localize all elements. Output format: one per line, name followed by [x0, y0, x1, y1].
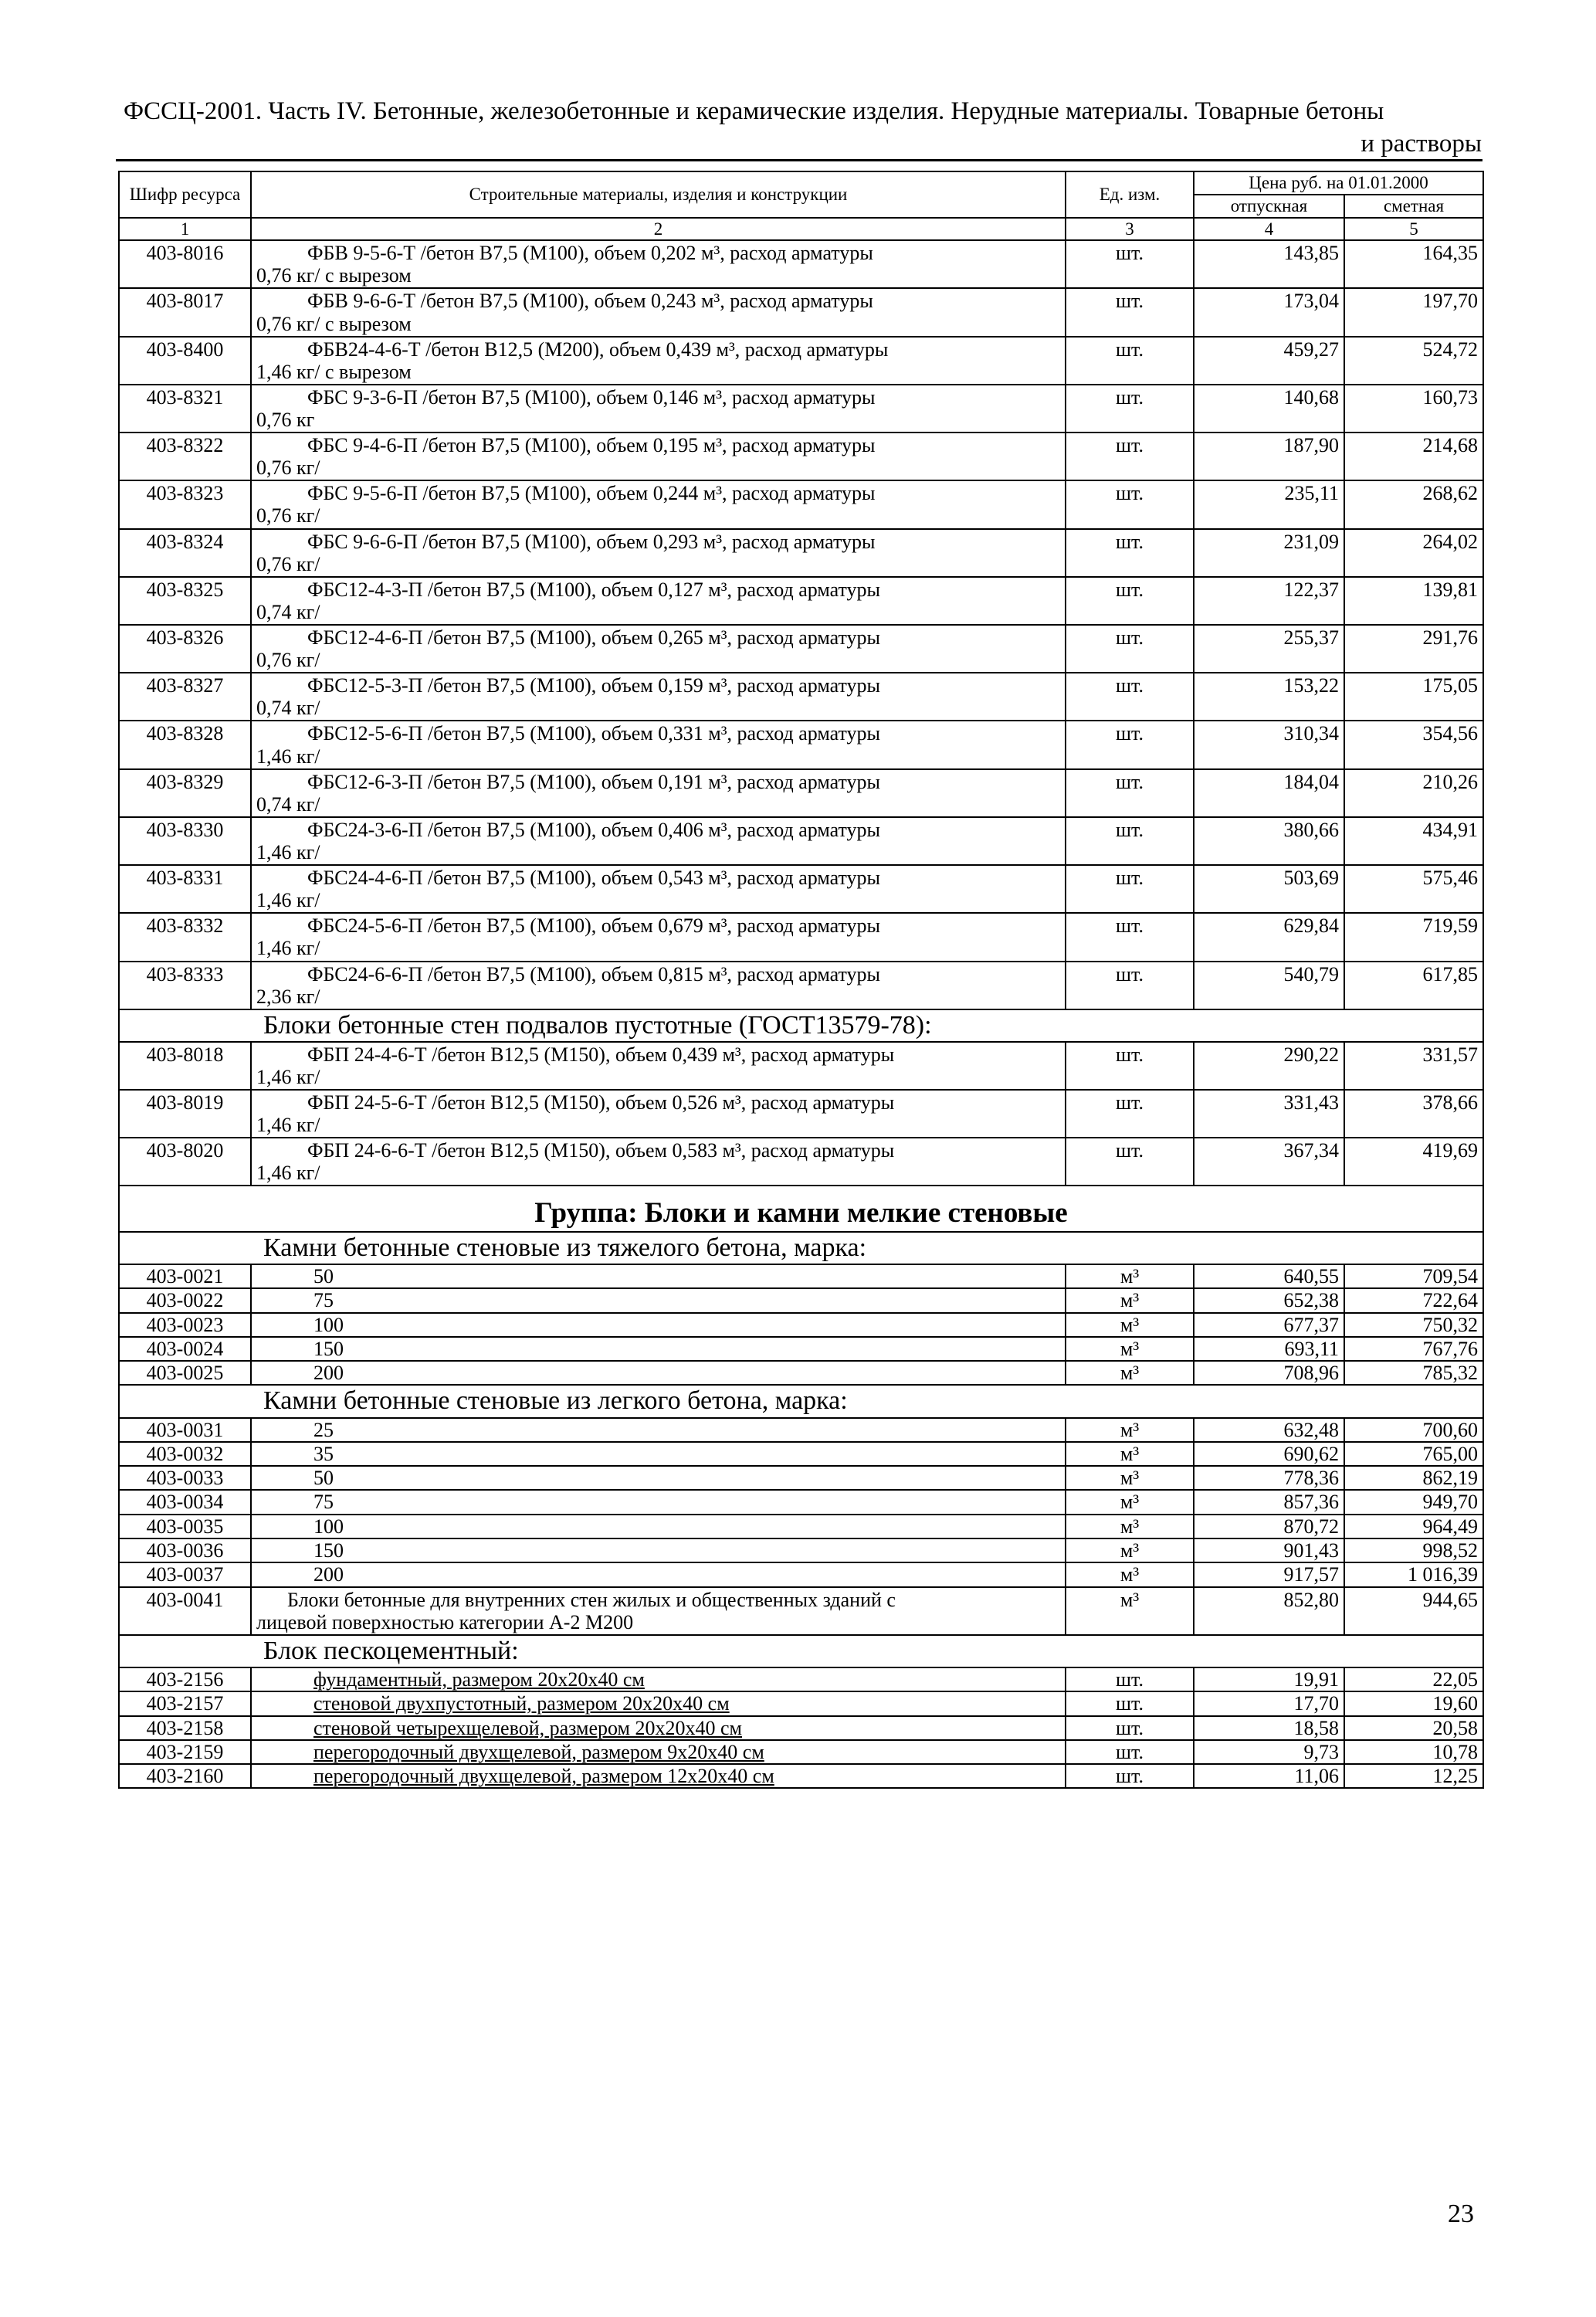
row-name: 150 [251, 1337, 1066, 1361]
row-unit: шт. [1066, 962, 1194, 1009]
row-name [251, 673, 1066, 721]
row-name [251, 769, 1066, 817]
row-name-line1: ФБВ 9-6-6-Т /бетон В7,5 (М100), объем 0,243 м³, расход арматуры [307, 290, 873, 313]
row-unit: м³ [1066, 1587, 1194, 1635]
row-name-line2: 0,74 кг/ [256, 600, 320, 623]
row-estimate-price: 22,05 [1344, 1667, 1483, 1691]
row-unit: шт. [1066, 240, 1194, 288]
table-row [119, 625, 1483, 673]
row-release-price: 18,58 [1194, 1716, 1344, 1740]
row-name-line2: 1,46 кг/ [256, 840, 320, 863]
row-code: 403-0037 [119, 1562, 251, 1586]
table-row [119, 1740, 1483, 1764]
row-name-line1: ФБС12-4-6-П /бетон В7,5 (М100), объем 0,265 м³, расход арматуры [307, 626, 881, 649]
row-estimate-price: 949,70 [1344, 1490, 1483, 1514]
table-row [119, 1764, 1483, 1788]
row-name-line1: ФБП 24-5-6-Т /бетон В12,5 (М150), объем 0,526 м³, расход арматуры [307, 1091, 895, 1114]
col-number-3: 3 [1066, 218, 1194, 241]
row-unit: шт. [1066, 1090, 1194, 1138]
table-row [119, 1418, 1483, 1442]
row-release-price: 9,73 [1194, 1740, 1344, 1764]
row-unit: м³ [1066, 1466, 1194, 1490]
row-estimate-price: 331,57 [1344, 1042, 1483, 1090]
row-unit: шт. [1066, 385, 1194, 433]
row-release-price: 852,80 [1194, 1587, 1344, 1635]
table-row [119, 288, 1483, 336]
row-name-line2: 0,76 кг/ с вырезом [256, 312, 412, 335]
row-estimate-price: 175,05 [1344, 673, 1483, 721]
table-row [119, 962, 1483, 1009]
row-name-line1: ФБС24-6-6-П /бетон В7,5 (М100), объем 0,815 м³, расход арматуры [307, 962, 881, 985]
row-code: 403-8323 [119, 480, 251, 528]
row-code: 403-0023 [119, 1313, 251, 1337]
table-row [119, 240, 1483, 288]
row-name-text: фундаментный, размером 20x20x40 см [313, 1667, 645, 1691]
row-unit: шт. [1066, 577, 1194, 625]
row-unit: м³ [1066, 1288, 1194, 1312]
row-name [251, 240, 1066, 288]
col-header-release-price: отпускная [1194, 195, 1344, 218]
row-estimate-price: 998,52 [1344, 1538, 1483, 1562]
table-row [119, 1264, 1483, 1288]
row-name: 100 [251, 1515, 1066, 1538]
row-name-line1: ФБВ24-4-6-Т /бетон В12,5 (М200), объем 0,439 м³, расход арматуры [307, 338, 889, 361]
row-release-price: 640,55 [1194, 1264, 1344, 1288]
table-row [119, 1138, 1483, 1186]
row-release-price: 153,22 [1194, 673, 1344, 721]
row-release-price: 870,72 [1194, 1515, 1344, 1538]
row-unit: шт. [1066, 529, 1194, 577]
row-release-price: 901,43 [1194, 1538, 1344, 1562]
row-unit: м³ [1066, 1490, 1194, 1514]
row-code: 403-8018 [119, 1042, 251, 1090]
row-name-line1: ФБП 24-6-6-Т /бетон В12,5 (М150), объем 0,583 м³, расход арматуры [307, 1139, 895, 1162]
row-unit: шт. [1066, 817, 1194, 865]
row-release-price: 331,43 [1194, 1090, 1344, 1138]
row-estimate-price: 164,35 [1344, 240, 1483, 288]
row-estimate-price: 20,58 [1344, 1716, 1483, 1740]
row-code: 403-8330 [119, 817, 251, 865]
row-code: 403-0031 [119, 1418, 251, 1442]
row-name-line2: 0,76 кг/ [256, 649, 320, 672]
row-name [251, 480, 1066, 528]
row-release-price: 11,06 [1194, 1764, 1344, 1788]
row-name-line2: 1,46 кг/ [256, 745, 320, 768]
row-estimate-price: 944,65 [1344, 1587, 1483, 1635]
row-estimate-price: 268,62 [1344, 480, 1483, 528]
table-row [119, 1691, 1483, 1715]
row-name-line2: 1,46 кг/ [256, 1065, 320, 1088]
row-estimate-price: 378,66 [1344, 1090, 1483, 1138]
row-name: 50 [251, 1264, 1066, 1288]
row-name-text: стеновой двухпустотный, размером 20x20x40 см [313, 1692, 730, 1715]
table-header [119, 171, 1483, 240]
row-name-line2: 0,74 кг/ [256, 697, 320, 720]
row-estimate-price: 617,85 [1344, 962, 1483, 1009]
row-release-price: 184,04 [1194, 769, 1344, 817]
table-row [119, 817, 1483, 865]
row-unit: шт. [1066, 1764, 1194, 1788]
row-release-price: 708,96 [1194, 1361, 1344, 1385]
row-name-line1: ФБС12-5-3-П /бетон В7,5 (М100), объем 0,159 м³, расход арматуры [307, 674, 881, 697]
row-name [251, 962, 1066, 1009]
row-code: 403-8321 [119, 385, 251, 433]
row-name: 35 [251, 1442, 1066, 1466]
row-name: 25 [251, 1418, 1066, 1442]
section-row [119, 1009, 1483, 1042]
row-name-line1: ФБС12-5-6-П /бетон В7,5 (М100), объем 0,331 м³, расход арматуры [307, 722, 881, 745]
row-estimate-price: 434,91 [1344, 817, 1483, 865]
row-unit: м³ [1066, 1418, 1194, 1442]
table-row [119, 1442, 1483, 1466]
row-name-line1: ФБС12-4-3-П /бетон В7,5 (М100), объем 0,127 м³, расход арматуры [307, 578, 881, 601]
row-name [251, 817, 1066, 865]
row-code: 403-8326 [119, 625, 251, 673]
row-name-line1: ФБС24-3-6-П /бетон В7,5 (М100), объем 0,406 м³, расход арматуры [307, 818, 881, 841]
table-row [119, 1538, 1483, 1562]
row-estimate-price: 214,68 [1344, 433, 1483, 480]
price-table [118, 171, 1484, 1789]
row-name-line1: ФБС 9-5-6-П /бетон В7,5 (М100), объем 0,244 м³, расход арматуры [307, 482, 876, 505]
table-row [119, 913, 1483, 961]
row-unit: шт. [1066, 769, 1194, 817]
row-estimate-price: 862,19 [1344, 1466, 1483, 1490]
row-unit: шт. [1066, 913, 1194, 961]
row-name [251, 1740, 1066, 1764]
row-release-price: 122,37 [1194, 577, 1344, 625]
row-name-text: стеновой четырехщелевой, размером 20x20x40 см [313, 1716, 742, 1739]
row-name-line2: лицевой поверхностью категории А-2 М200 [256, 1610, 634, 1633]
row-code: 403-8322 [119, 433, 251, 480]
table-row [119, 1337, 1483, 1361]
row-unit: шт. [1066, 1740, 1194, 1764]
row-unit: шт. [1066, 625, 1194, 673]
row-unit: шт. [1066, 1667, 1194, 1691]
row-code: 403-2157 [119, 1691, 251, 1715]
table-row [119, 433, 1483, 480]
table-row [119, 1667, 1483, 1691]
row-release-price: 690,62 [1194, 1442, 1344, 1466]
row-estimate-price: 750,32 [1344, 1313, 1483, 1337]
row-name [251, 1764, 1066, 1788]
row-code: 403-0022 [119, 1288, 251, 1312]
table-row [119, 1562, 1483, 1586]
row-release-price: 857,36 [1194, 1490, 1344, 1514]
section-light-concrete: Камни бетонные стеновые из легкого бетона, марка: [119, 1385, 1483, 1417]
row-name [251, 1090, 1066, 1138]
row-code: 403-8019 [119, 1090, 251, 1138]
row-release-price: 632,48 [1194, 1418, 1344, 1442]
row-unit: м³ [1066, 1515, 1194, 1538]
row-unit: шт. [1066, 337, 1194, 385]
col-header-code: Шифр ресурса [119, 171, 251, 218]
row-name-line1: ФБС24-4-6-П /бетон В7,5 (М100), объем 0,543 м³, расход арматуры [307, 867, 881, 890]
row-release-price: 255,37 [1194, 625, 1344, 673]
table-row [119, 529, 1483, 577]
row-unit: шт. [1066, 433, 1194, 480]
row-code: 403-8324 [119, 529, 251, 577]
row-name-text: перегородочный двухщелевой, размером 9x20x40 см [313, 1740, 764, 1763]
row-code: 403-0021 [119, 1264, 251, 1288]
table-row [119, 1288, 1483, 1312]
row-estimate-price: 709,54 [1344, 1264, 1483, 1288]
row-code: 403-8016 [119, 240, 251, 288]
row-name [251, 865, 1066, 913]
row-name [251, 1716, 1066, 1740]
row-estimate-price: 264,02 [1344, 529, 1483, 577]
table-row [119, 1361, 1483, 1385]
row-code: 403-8331 [119, 865, 251, 913]
row-unit: м³ [1066, 1313, 1194, 1337]
row-name-line2: 1,46 кг/ [256, 889, 320, 912]
row-estimate-price: 354,56 [1344, 721, 1483, 768]
table-row [119, 1490, 1483, 1514]
row-name: 200 [251, 1361, 1066, 1385]
row-code: 403-0033 [119, 1466, 251, 1490]
row-release-price: 19,91 [1194, 1667, 1344, 1691]
row-unit: шт. [1066, 865, 1194, 913]
row-name: 200 [251, 1562, 1066, 1586]
row-name-line2: 0,74 кг/ [256, 792, 320, 816]
table-row [119, 721, 1483, 768]
row-unit: шт. [1066, 1042, 1194, 1090]
row-code: 403-0025 [119, 1361, 251, 1385]
row-estimate-price: 719,59 [1344, 913, 1483, 961]
section-row [119, 1232, 1483, 1264]
table-row [119, 1313, 1483, 1337]
table-row [119, 1090, 1483, 1138]
row-unit: шт. [1066, 288, 1194, 336]
row-name-line2: 0,76 кг/ [256, 456, 320, 480]
row-estimate-price: 210,26 [1344, 769, 1483, 817]
page-number: 23 [1448, 2200, 1474, 2228]
row-estimate-price: 419,69 [1344, 1138, 1483, 1186]
row-name [251, 337, 1066, 385]
row-name: 50 [251, 1466, 1066, 1490]
row-release-price: 140,68 [1194, 385, 1344, 433]
row-name-line2: 0,76 кг/ с вырезом [256, 264, 412, 287]
row-estimate-price: 291,76 [1344, 625, 1483, 673]
row-code: 403-0034 [119, 1490, 251, 1514]
row-name-line1: Блоки бетонные для внутренних стен жилых и общественных зданий с [287, 1588, 896, 1611]
row-release-price: 778,36 [1194, 1466, 1344, 1490]
row-name [251, 385, 1066, 433]
row-code: 403-2156 [119, 1667, 251, 1691]
row-name-line2: 1,46 кг/ [256, 937, 320, 960]
row-code: 403-0041 [119, 1587, 251, 1635]
row-code: 403-8327 [119, 673, 251, 721]
row-name-line2: 1,46 кг/ [256, 1162, 320, 1185]
row-name [251, 1042, 1066, 1090]
row-release-price: 235,11 [1194, 480, 1344, 528]
table-row [119, 769, 1483, 817]
group-title: Группа: Блоки и камни мелкие стеновые [119, 1186, 1483, 1231]
table-row [119, 1042, 1483, 1090]
row-unit: м³ [1066, 1264, 1194, 1288]
group-row [119, 1186, 1483, 1231]
row-estimate-price: 575,46 [1344, 865, 1483, 913]
row-estimate-price: 700,60 [1344, 1418, 1483, 1442]
row-code: 403-8329 [119, 769, 251, 817]
row-estimate-price: 722,64 [1344, 1288, 1483, 1312]
col-number-1: 1 [119, 218, 251, 241]
row-estimate-price: 1 016,39 [1344, 1562, 1483, 1586]
row-name-line1: ФБС12-6-3-П /бетон В7,5 (М100), объем 0,191 м³, расход арматуры [307, 770, 881, 793]
row-name-line2: 0,76 кг [256, 409, 315, 432]
row-release-price: 629,84 [1194, 913, 1344, 961]
table-row [119, 865, 1483, 913]
row-code: 403-8328 [119, 721, 251, 768]
row-unit: шт. [1066, 1716, 1194, 1740]
row-release-price: 693,11 [1194, 1337, 1344, 1361]
row-name-line1: ФБС 9-4-6-П /бетон В7,5 (М100), объем 0,195 м³, расход арматуры [307, 434, 876, 457]
row-unit: шт. [1066, 673, 1194, 721]
row-unit: м³ [1066, 1442, 1194, 1466]
row-code: 403-8325 [119, 577, 251, 625]
row-name-line2: 0,76 кг/ [256, 552, 320, 575]
row-code: 403-0035 [119, 1515, 251, 1538]
row-estimate-price: 160,73 [1344, 385, 1483, 433]
table-row [119, 1466, 1483, 1490]
row-estimate-price: 785,32 [1344, 1361, 1483, 1385]
row-release-price: 231,09 [1194, 529, 1344, 577]
row-release-price: 367,34 [1194, 1138, 1344, 1186]
row-release-price: 677,37 [1194, 1313, 1344, 1337]
row-name [251, 1138, 1066, 1186]
row-release-price: 652,38 [1194, 1288, 1344, 1312]
row-name [251, 1587, 1066, 1635]
row-name-line1: ФБС24-5-6-П /бетон В7,5 (М100), объем 0,679 м³, расход арматуры [307, 914, 881, 938]
row-code: 403-8400 [119, 337, 251, 385]
row-release-price: 310,34 [1194, 721, 1344, 768]
section-row [119, 1635, 1483, 1667]
row-unit: м³ [1066, 1361, 1194, 1385]
row-unit: шт. [1066, 721, 1194, 768]
table-row [119, 673, 1483, 721]
row-name [251, 577, 1066, 625]
row-estimate-price: 12,25 [1344, 1764, 1483, 1788]
table-row [119, 1515, 1483, 1538]
row-name [251, 433, 1066, 480]
section-sand-cement: Блок пескоцементный: [119, 1635, 1483, 1667]
row-name-line1: ФБВ 9-5-6-Т /бетон В7,5 (М100), объем 0,202 м³, расход арматуры [307, 242, 873, 265]
col-header-price: Цена руб. на 01.01.2000 [1194, 171, 1483, 195]
table-row [119, 337, 1483, 385]
row-name-line2: 1,46 кг/ [256, 1114, 320, 1137]
section-hollow-blocks: Блоки бетонные стен подвалов пустотные (ГОСТ13579-78): [119, 1009, 1483, 1042]
row-name-line1: ФБС 9-6-6-П /бетон В7,5 (М100), объем 0,293 м³, расход арматуры [307, 530, 876, 553]
row-name-text: перегородочный двухщелевой, размером 12x20x40 см [313, 1765, 774, 1788]
row-code: 403-2160 [119, 1764, 251, 1788]
row-release-price: 143,85 [1194, 240, 1344, 288]
table-row [119, 385, 1483, 433]
table-row [119, 1587, 1483, 1635]
row-estimate-price: 197,70 [1344, 288, 1483, 336]
row-code: 403-8332 [119, 913, 251, 961]
col-number-4: 4 [1194, 218, 1344, 241]
row-estimate-price: 524,72 [1344, 337, 1483, 385]
row-code: 403-2159 [119, 1740, 251, 1764]
row-name-line2: 1,46 кг/ с вырезом [256, 360, 412, 383]
row-release-price: 17,70 [1194, 1691, 1344, 1715]
row-code: 403-0036 [119, 1538, 251, 1562]
row-name-line2: 0,76 кг/ [256, 504, 320, 528]
row-unit: м³ [1066, 1337, 1194, 1361]
row-unit: м³ [1066, 1562, 1194, 1586]
row-code: 403-8333 [119, 962, 251, 1009]
section-heavy-concrete: Камни бетонные стеновые из тяжелого бетона, марка: [119, 1232, 1483, 1264]
row-estimate-price: 10,78 [1344, 1740, 1483, 1764]
row-release-price: 290,22 [1194, 1042, 1344, 1090]
row-release-price: 459,27 [1194, 337, 1344, 385]
row-release-price: 380,66 [1194, 817, 1344, 865]
col-header-name: Строительные материалы, изделия и конструкции [251, 171, 1066, 218]
section-row [119, 1385, 1483, 1417]
header-divider [116, 159, 1482, 161]
row-name [251, 1691, 1066, 1715]
foundation-blocks [119, 240, 1483, 1788]
row-unit: шт. [1066, 1691, 1194, 1715]
row-unit: м³ [1066, 1538, 1194, 1562]
row-name [251, 529, 1066, 577]
row-estimate-price: 19,60 [1344, 1691, 1483, 1715]
col-number-5: 5 [1344, 218, 1483, 241]
row-name-line1: ФБС 9-3-6-П /бетон В7,5 (М100), объем 0,146 м³, расход арматуры [307, 385, 876, 409]
row-name [251, 913, 1066, 961]
row-release-price: 540,79 [1194, 962, 1344, 1009]
row-estimate-price: 767,76 [1344, 1337, 1483, 1361]
row-code: 403-8020 [119, 1138, 251, 1186]
row-code: 403-8017 [119, 288, 251, 336]
row-release-price: 173,04 [1194, 288, 1344, 336]
row-release-price: 917,57 [1194, 1562, 1344, 1586]
row-estimate-price: 139,81 [1344, 577, 1483, 625]
row-release-price: 503,69 [1194, 865, 1344, 913]
table-row [119, 480, 1483, 528]
row-unit: шт. [1066, 480, 1194, 528]
row-name: 75 [251, 1490, 1066, 1514]
row-estimate-price: 765,00 [1344, 1442, 1483, 1466]
row-code: 403-0032 [119, 1442, 251, 1466]
row-name [251, 721, 1066, 768]
row-name [251, 625, 1066, 673]
table-row [119, 1716, 1483, 1740]
page-header: ФССЦ-2001. Часть IV. Бетонные, железобетонные и керамические изделия. Нерудные материалы. Товарные бетоны [124, 97, 1384, 125]
row-release-price: 187,90 [1194, 433, 1344, 480]
row-code: 403-2158 [119, 1716, 251, 1740]
row-name: 100 [251, 1313, 1066, 1337]
page-header-continuation: и растворы [1360, 130, 1482, 158]
row-name [251, 288, 1066, 336]
table-row [119, 577, 1483, 625]
row-estimate-price: 964,49 [1344, 1515, 1483, 1538]
col-header-unit: Ед. изм. [1066, 171, 1194, 218]
row-unit: шт. [1066, 1138, 1194, 1186]
row-code: 403-0024 [119, 1337, 251, 1361]
row-name-line1: ФБП 24-4-6-Т /бетон В12,5 (М150), объем 0,439 м³, расход арматуры [307, 1043, 895, 1066]
row-name [251, 1667, 1066, 1691]
row-name: 75 [251, 1288, 1066, 1312]
row-name: 150 [251, 1538, 1066, 1562]
col-number-2: 2 [251, 218, 1066, 241]
row-name-line2: 2,36 кг/ [256, 985, 320, 1008]
col-header-estimate-price: сметная [1344, 195, 1483, 218]
